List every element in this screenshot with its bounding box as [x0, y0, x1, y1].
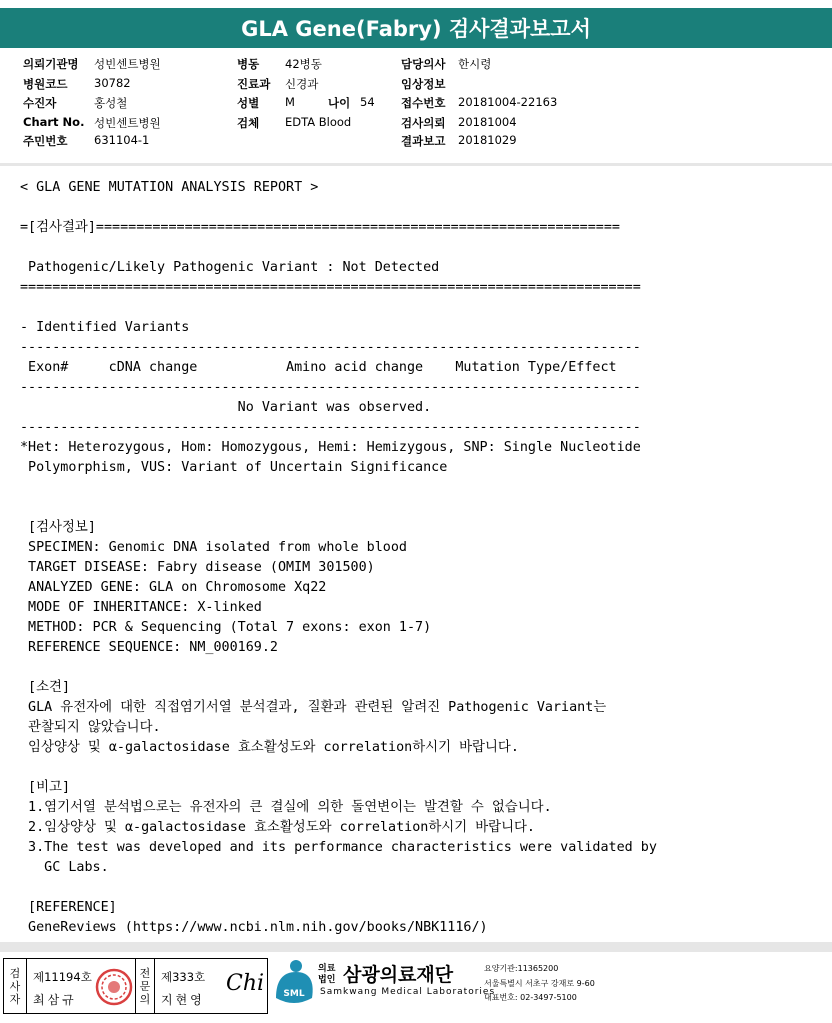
examiner-label	[4, 959, 27, 1013]
report-line: -----------------------------------------------------------------------------	[20, 420, 641, 435]
label-specimen: 검체	[237, 116, 260, 130]
report-line: -----------------------------------------------------------------------------	[20, 380, 641, 395]
report-line: Pathogenic/Likely Pathogenic Variant : Not Detected	[20, 260, 440, 275]
label-sex: 성별	[237, 96, 260, 110]
value-specimen: EDTA Blood	[285, 115, 352, 129]
info-row	[0, 95, 832, 114]
value-report-date: 20181029	[458, 133, 517, 147]
report-line: [비고]	[20, 780, 71, 795]
report-line: 1.염기서열 분석법으로는 유전자의 큰 결실에 의한 돌연변이는 발견할 수 없습니다.	[20, 800, 552, 815]
report-line: 임상양상 및 α-galactosidase 효소활성도와 correlation하시기 바랍니다.	[20, 740, 519, 755]
label-requesting-institution: 의뢰기관명	[23, 57, 79, 71]
label-char: 검	[9, 966, 21, 980]
value-chart-no: 성빈센트병원	[94, 116, 161, 130]
org-english-name: Samkwang Medical Laboratories	[320, 987, 496, 997]
value-resident-no: 631104-1	[94, 133, 150, 147]
report-line: GeneReviews (https://www.ncbi.nlm.nih.gov/books/NBK1116/)	[20, 920, 488, 935]
report-line: SPECIMEN: Genomic DNA isolated from whole blood	[20, 540, 407, 555]
label-department: 진료과	[237, 77, 271, 91]
signature: Chi	[226, 971, 265, 996]
patient-info	[0, 56, 832, 160]
report-line: < GLA GENE MUTATION ANALYSIS REPORT >	[20, 180, 319, 195]
label-report-date: 결과보고	[401, 134, 446, 148]
report-line: [소견]	[20, 680, 71, 695]
value-request-date: 20181004	[458, 115, 517, 129]
info-row	[0, 56, 832, 75]
specialist-label	[135, 959, 155, 1013]
report-line: MODE OF INHERITANCE: X-linked	[20, 600, 262, 615]
report-line: REFERENCE SEQUENCE: NM_000169.2	[20, 640, 278, 655]
report-line: - Identified Variants	[20, 320, 190, 335]
value-patient: 홍성철	[94, 96, 128, 110]
report-line: =[검사결과]=================================================================	[20, 220, 620, 235]
label-age: 나이	[328, 96, 351, 110]
org-name: 삼광의료재단	[343, 964, 454, 986]
org-type	[318, 964, 335, 986]
specialist-name: 지현영	[161, 993, 205, 1007]
report-line: *Het: Heterozygous, Hom: Homozygous, Hemi: Hemizygous, SNP: Single Nucleotide	[20, 440, 641, 455]
report-line: GLA 유전자에 대한 직접염기서열 분석결과, 질환과 관련된 알려진 Pathogenic Variant는	[20, 700, 607, 715]
value-sex: M	[285, 95, 295, 109]
examiner-license-no: 제11194호	[33, 970, 92, 984]
org-phone: 대표번호: 02-3497-5100	[484, 993, 577, 1002]
label-receipt-no: 접수번호	[401, 96, 446, 110]
label-hospital-code: 병원코드	[23, 77, 68, 91]
org-type-line: 법인	[318, 975, 336, 985]
divider	[0, 163, 832, 166]
info-row	[0, 115, 832, 134]
examiner-name: 최삼규	[33, 993, 77, 1007]
value-hospital-code: 30782	[94, 76, 131, 90]
report-line: 2.임상양상 및 α-galactosidase 효소활성도와 correlation하시기 바랍니다.	[20, 820, 535, 835]
report-line: -----------------------------------------------------------------------------	[20, 340, 641, 355]
value-doctor: 한시령	[458, 57, 492, 71]
divider	[0, 942, 832, 952]
report-line: TARGET DISEASE: Fabry disease (OMIM 301500)	[20, 560, 375, 575]
label-char: 의	[139, 992, 151, 1006]
report-line: [검사정보]	[20, 520, 96, 535]
report-line: No Variant was observed.	[20, 400, 432, 415]
report-line: Exon# cDNA change Amino acid change Mutation Type/Effect	[20, 360, 617, 375]
label-chart-no: Chart No.	[23, 115, 85, 129]
value-requesting-institution: 성빈센트병원	[94, 57, 161, 71]
label-request-date: 검사의뢰	[401, 116, 446, 130]
signature-footer	[0, 954, 832, 1023]
value-department: 신경과	[285, 77, 319, 91]
org-address: 서울특별시 서초구 강재로 9-60	[484, 979, 595, 988]
org-type-line: 의료	[318, 964, 336, 974]
label-ward: 병동	[237, 57, 260, 71]
label-clinical-info: 임상정보	[401, 77, 446, 91]
info-row	[0, 76, 832, 95]
label-char: 전	[139, 966, 151, 980]
label-resident-no: 주민번호	[23, 134, 68, 148]
seal-icon	[94, 967, 134, 1007]
report-line: ANALYZED GENE: GLA on Chromosome Xq22	[20, 580, 327, 595]
org-institution-no: 요양기관:11365200	[484, 964, 559, 973]
label-doctor: 담당의사	[401, 57, 446, 71]
logo-text: SML	[283, 989, 305, 999]
label-patient: 수진자	[23, 96, 57, 110]
report-title: GLA Gene(Fabry) 검사결과보고서	[0, 8, 832, 48]
report-line: 3.The test was developed and its performance characteristics were validated by	[20, 840, 657, 855]
label-char: 사	[9, 979, 21, 993]
sml-logo-icon	[272, 958, 316, 1008]
label-char: 자	[9, 992, 21, 1006]
report-line: =============================================================================	[20, 280, 641, 295]
info-row	[0, 133, 832, 152]
report-line: 관찰되지 않았습니다.	[20, 720, 161, 735]
report-line: Polymorphism, VUS: Variant of Uncertain Significance	[20, 460, 448, 475]
signature-box	[3, 958, 268, 1014]
report-line: GC Labs.	[20, 860, 109, 875]
report-line: METHOD: PCR & Sequencing (Total 7 exons: exon 1-7)	[20, 620, 432, 635]
value-age: 54	[360, 95, 375, 109]
value-ward: 42병동	[285, 57, 322, 71]
report-line: [REFERENCE]	[20, 900, 117, 915]
value-receipt-no: 20181004-22163	[458, 95, 558, 109]
specialist-license-no: 제333호	[161, 970, 206, 984]
label-char: 문	[139, 979, 151, 993]
